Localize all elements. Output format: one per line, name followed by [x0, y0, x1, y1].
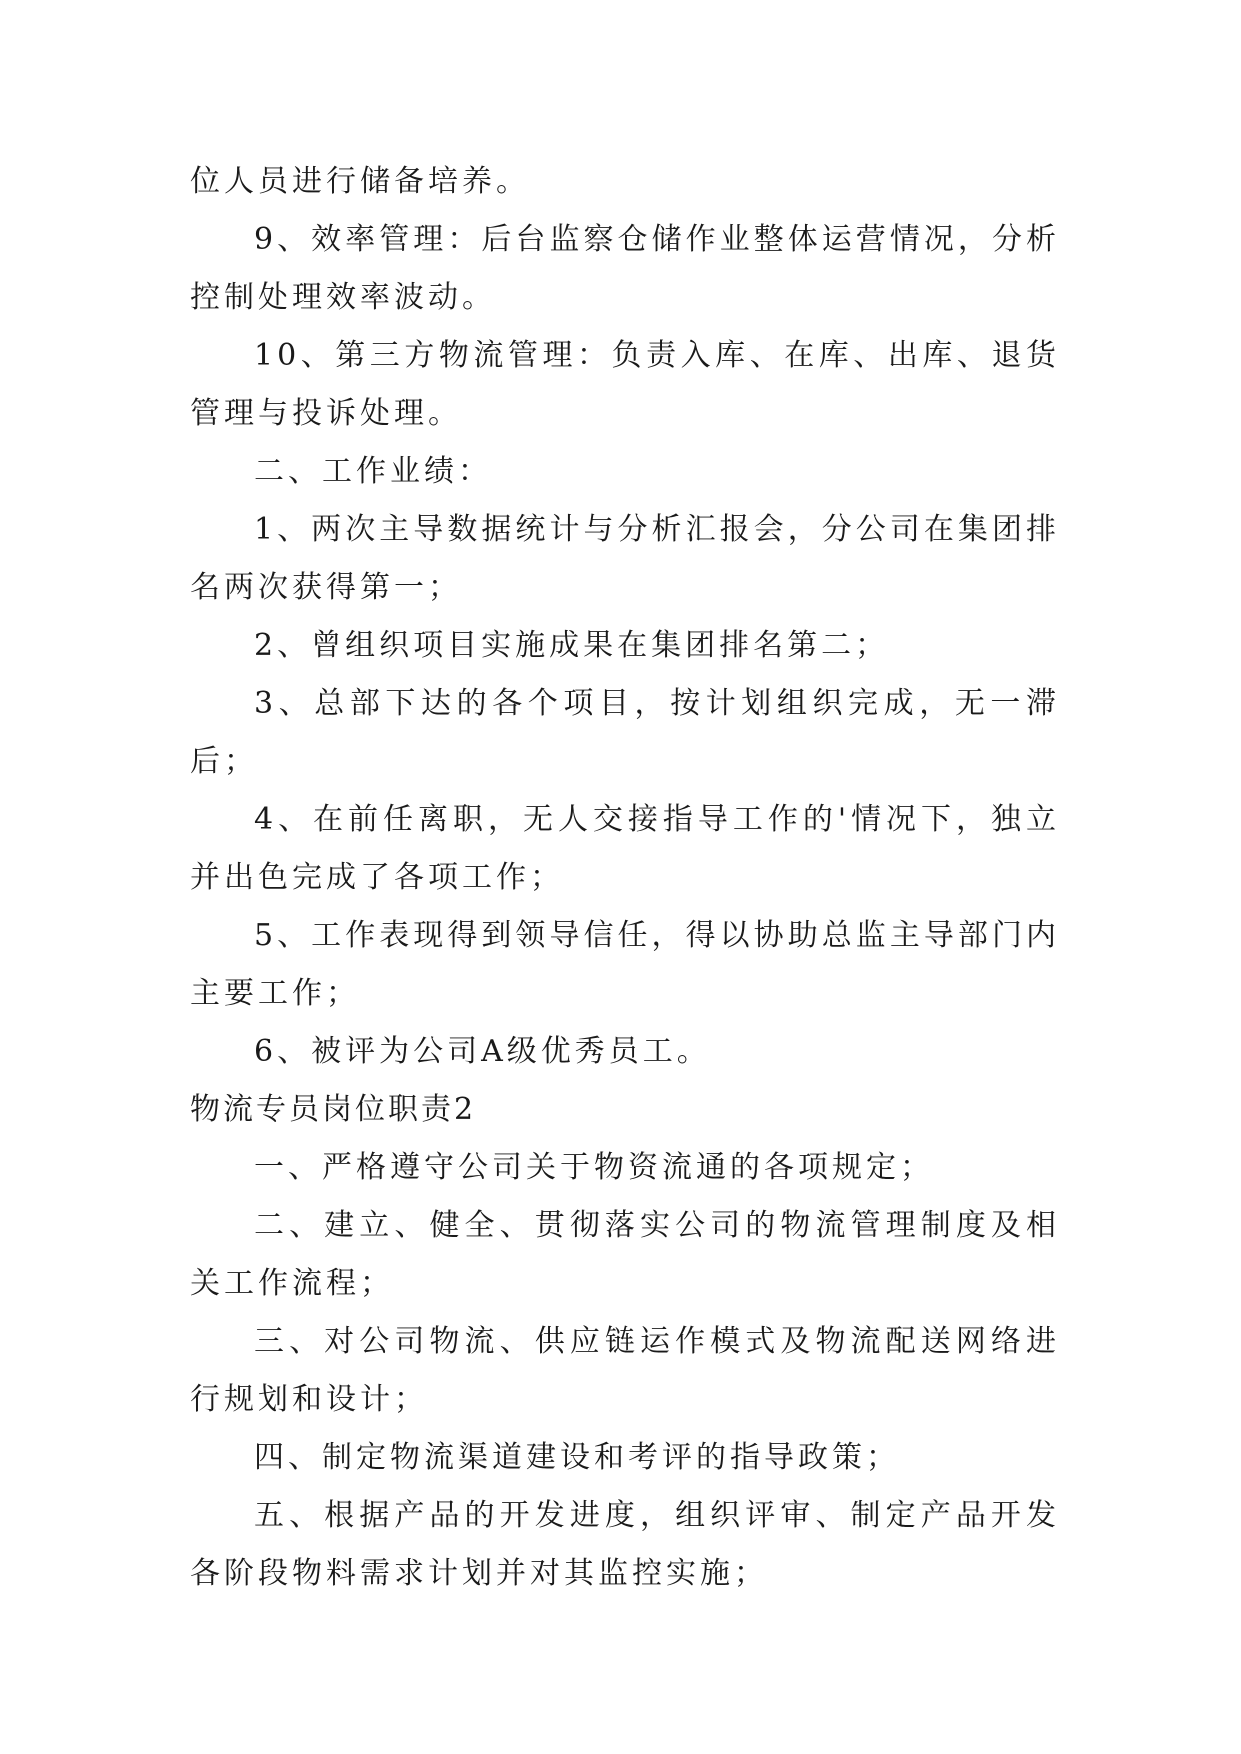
paragraph-continuation: 位人员进行储备培养。 — [190, 164, 530, 199]
achievement-item-1: 1、两次主导数据统计与分析汇报会，分公司在集团排名两次获得第一； — [190, 512, 1060, 605]
paragraph-item-10: 10、第三方物流管理：负责入库、在库、出库、退货管理与投诉处理。 — [190, 338, 1060, 431]
achievement-item-6: 6、被评为公司A级优秀员工。 — [254, 1034, 711, 1069]
duty-item-5: 五、根据产品的开发进度，组织评审、制定产品开发各阶段物料需求计划并对其监控实施； — [190, 1498, 1060, 1591]
duty-item-3: 三、对公司物流、供应链运作模式及物流配送网络进行规划和设计； — [190, 1324, 1060, 1417]
document-body — [190, 153, 1060, 1603]
duty-item-2: 二、建立、健全、贯彻落实公司的物流管理制度及相关工作流程； — [190, 1208, 1060, 1301]
achievement-item-2: 2、曾组织项目实施成果在集团排名第二； — [254, 628, 890, 663]
document-section-title: 物流专员岗位职责2 — [190, 1092, 477, 1127]
achievement-item-5: 5、工作表现得到领导信任，得以协助总监主导部门内主要工作； — [190, 918, 1060, 1011]
section-heading-achievements: 二、工作业绩： — [254, 454, 492, 489]
duty-item-4: 四、制定物流渠道建设和考评的指导政策； — [254, 1440, 900, 1475]
paragraph-item-9: 9、效率管理：后台监察仓储作业整体运营情况，分析控制处理效率波动。 — [190, 222, 1060, 315]
achievement-item-4: 4、在前任离职，无人交接指导工作的'情况下，独立并出色完成了各项工作； — [190, 802, 1060, 895]
achievement-item-3: 3、总部下达的各个项目，按计划组织完成，无一滞后； — [190, 686, 1060, 779]
duty-item-1: 一、严格遵守公司关于物资流通的各项规定； — [254, 1150, 934, 1185]
